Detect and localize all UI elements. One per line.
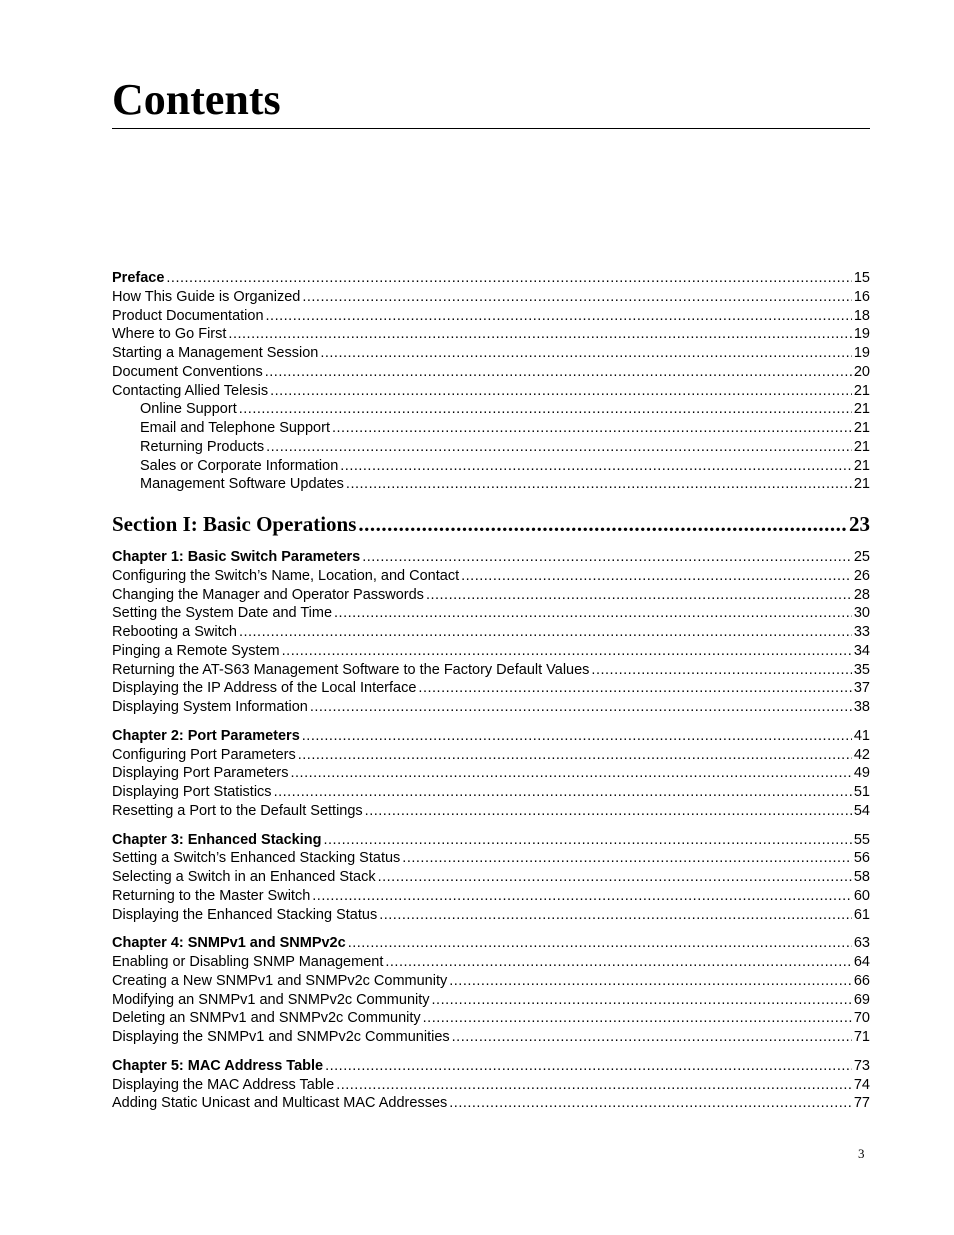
toc-entry-page: 55: [853, 831, 870, 848]
toc-entry-title: Setting a Switch’s Enhanced Stacking Status: [112, 850, 401, 867]
dot-leader: [423, 1009, 852, 1028]
toc-entry-page: 70: [853, 1010, 870, 1027]
toc-entry-title: Displaying the MAC Address Table: [112, 1076, 335, 1093]
dot-leader: [336, 1076, 852, 1095]
toc-entry[interactable]: [112, 679, 870, 698]
dot-leader: [452, 1028, 852, 1047]
toc-entry-title: Sales or Corporate Information: [140, 457, 339, 474]
dot-leader: [302, 727, 852, 746]
toc-entry-title: Displaying the IP Address of the Local Interface: [112, 680, 417, 697]
toc-entry-title: Chapter 4: SNMPv1 and SNMPv2c: [112, 935, 346, 952]
toc-entry-page: 19: [853, 326, 870, 343]
toc-chapter-entry[interactable]: [112, 269, 870, 288]
toc-entry[interactable]: [112, 1076, 870, 1095]
toc-entry-title: Rebooting a Switch: [112, 624, 237, 640]
dot-leader: [239, 623, 852, 642]
dot-leader: [239, 400, 852, 419]
toc-entry-page: 54: [853, 802, 870, 819]
toc-entry-page: 49: [853, 765, 870, 782]
toc-entry-page: 73: [853, 1057, 870, 1074]
dot-leader: [266, 438, 852, 457]
toc-entry[interactable]: [112, 746, 870, 765]
dot-leader: [432, 991, 852, 1010]
toc-entry-page: 77: [853, 1095, 870, 1112]
dot-leader: [320, 344, 852, 363]
toc-entry-page: 38: [853, 699, 870, 715]
toc-entry[interactable]: [112, 604, 870, 623]
page-number: 3: [858, 1146, 865, 1161]
toc-entry-title: Deleting an SNMPv1 and SNMPv2c Community: [112, 1010, 421, 1027]
toc-entry-title: Email and Telephone Support: [140, 420, 330, 436]
toc-entry-title: Contacting Allied Telesis: [112, 382, 269, 399]
dot-leader: [461, 567, 852, 586]
toc-entry-title: How This Guide is Organized: [112, 288, 301, 305]
dot-leader: [365, 802, 852, 821]
toc-entry-page: 21: [853, 401, 870, 418]
toc-entry-page: 18: [853, 307, 870, 324]
toc-entry-title: Preface: [112, 270, 165, 286]
toc-entry-page: 21: [853, 476, 870, 493]
dot-leader: [324, 831, 852, 850]
toc-entry-page: 30: [853, 605, 870, 622]
toc-entry[interactable]: [112, 972, 870, 991]
toc-entry[interactable]: [112, 623, 870, 642]
toc-entry[interactable]: [112, 887, 870, 906]
dot-leader: [282, 642, 852, 661]
dot-leader: [418, 679, 851, 698]
toc-entry[interactable]: [112, 868, 870, 887]
dot-leader: [449, 972, 852, 991]
toc-entry-title: Displaying Port Parameters: [112, 765, 289, 782]
toc-entry-page: 15: [853, 270, 870, 286]
toc-entry-page: 21: [853, 420, 870, 436]
toc-entry-title: Adding Static Unicast and Multicast MAC Addresses: [112, 1095, 448, 1112]
toc-entry-title: Where to Go First: [112, 326, 227, 343]
toc-entry-page: 42: [853, 746, 870, 763]
dot-leader: [449, 1094, 852, 1113]
toc-entry-title: Returning the AT-S63 Management Software to the Factory Default Values: [112, 661, 590, 678]
toc-entry-page: 51: [853, 784, 870, 800]
toc-entry-page: 35: [853, 661, 870, 678]
toc-entry-title: Displaying the SNMPv1 and SNMPv2c Communities: [112, 1029, 450, 1045]
toc-entry-title: Chapter 1: Basic Switch Parameters: [112, 549, 361, 565]
toc-entry-title: Changing the Manager and Operator Passwords: [112, 586, 424, 603]
dot-leader: [228, 325, 851, 344]
dot-leader: [266, 307, 852, 326]
toc-entry-title: Creating a New SNMPv1 and SNMPv2c Community: [112, 972, 448, 989]
dot-leader: [362, 548, 852, 567]
toc-subentry[interactable]: [112, 419, 870, 438]
dot-leader: [379, 906, 852, 925]
toc-entry-title: Displaying Port Statistics: [112, 784, 272, 800]
toc-entry[interactable]: [112, 325, 870, 344]
dot-leader: [265, 363, 852, 382]
toc-entry-title: Chapter 2: Port Parameters: [112, 727, 300, 744]
toc-entry-title: Document Conventions: [112, 363, 263, 380]
toc-entry-page: 58: [853, 869, 870, 885]
toc-entry-title: Starting a Management Session: [112, 345, 319, 361]
toc-entry[interactable]: [112, 288, 870, 307]
toc-entry-title: Setting the System Date and Time: [112, 605, 333, 622]
dot-leader: [270, 382, 852, 401]
dot-leader: [402, 849, 852, 868]
toc-entry[interactable]: [112, 586, 870, 605]
dot-leader: [340, 457, 852, 476]
toc-entry-title: Enabling or Disabling SNMP Management: [112, 954, 384, 970]
toc-entry[interactable]: [112, 567, 870, 586]
toc-entry-page: 33: [853, 624, 870, 640]
toc-entry-page: 74: [853, 1076, 870, 1093]
dot-leader: [385, 953, 852, 972]
toc-entry-page: 34: [853, 642, 870, 659]
toc-entry[interactable]: [112, 1094, 870, 1113]
toc-entry[interactable]: [112, 363, 870, 382]
toc-entry[interactable]: [112, 1009, 870, 1028]
toc-entry[interactable]: [112, 698, 870, 717]
dot-leader: [291, 764, 852, 783]
toc-entry-title: Returning Products: [140, 438, 265, 455]
toc-entry[interactable]: [112, 307, 870, 326]
dot-leader: [332, 419, 852, 438]
toc-entry[interactable]: [112, 764, 870, 783]
title-rule: [112, 128, 870, 129]
dot-leader: [298, 746, 852, 765]
toc-chapter-entry[interactable]: [112, 1057, 870, 1076]
table-of-contents: [112, 269, 870, 1113]
toc-chapter-entry[interactable]: [112, 727, 870, 746]
toc-chapter-entry[interactable]: [112, 548, 870, 567]
dot-leader: [325, 1057, 852, 1076]
toc-entry-title: Returning to the Master Switch: [112, 887, 311, 904]
dot-leader: [358, 510, 847, 538]
dot-leader: [166, 269, 851, 288]
dot-leader: [426, 586, 852, 605]
toc-entry-page: 28: [853, 586, 870, 603]
dot-leader: [310, 698, 852, 717]
toc-entry-title: Chapter 3: Enhanced Stacking: [112, 831, 322, 848]
page-title: Contents: [112, 75, 281, 124]
toc-entry-title: Configuring Port Parameters: [112, 746, 296, 763]
toc-entry-page: 37: [853, 680, 870, 697]
toc-chapter-entry[interactable]: [112, 934, 870, 953]
toc-entry-page: 60: [853, 887, 870, 904]
dot-leader: [348, 934, 852, 953]
toc-entry[interactable]: [112, 642, 870, 661]
toc-entry[interactable]: [112, 953, 870, 972]
toc-entry-page: 64: [853, 954, 870, 970]
toc-entry-title: Management Software Updates: [140, 476, 344, 493]
toc-entry-title: Modifying an SNMPv1 and SNMPv2c Community: [112, 991, 430, 1008]
toc-entry[interactable]: [112, 510, 870, 538]
toc-entry-page: 56: [853, 850, 870, 867]
toc-entry[interactable]: [112, 991, 870, 1010]
toc-entry-title: Online Support: [140, 401, 237, 418]
toc-entry-page: 61: [853, 906, 870, 923]
dot-leader: [346, 475, 852, 494]
dot-leader: [302, 288, 852, 307]
dot-leader: [312, 887, 852, 906]
toc-entry[interactable]: [112, 382, 870, 401]
toc-entry-page: 21: [853, 438, 870, 455]
toc-entry-page: 19: [853, 345, 870, 361]
toc-entry-page: 26: [853, 567, 870, 584]
toc-entry-page: 63: [853, 935, 870, 952]
toc-entry-title: Section I: Basic Operations: [112, 512, 357, 536]
toc-entry[interactable]: [112, 1028, 870, 1047]
toc-entry-title: Pinging a Remote System: [112, 642, 280, 659]
toc-entry-page: 23: [849, 512, 870, 536]
toc-entry-title: Resetting a Port to the Default Settings: [112, 802, 363, 819]
toc-entry-title: Configuring the Switch’s Name, Location, and Contact: [112, 567, 460, 584]
toc-subentry[interactable]: [112, 400, 870, 419]
toc-entry-page: 66: [853, 972, 870, 989]
toc-entry-page: 25: [853, 549, 870, 565]
toc-entry[interactable]: [112, 783, 870, 802]
toc-entry[interactable]: [112, 906, 870, 925]
toc-entry-page: 69: [853, 991, 870, 1008]
dot-leader: [378, 868, 852, 887]
dot-leader: [591, 661, 851, 680]
toc-entry[interactable]: [112, 849, 870, 868]
toc-chapter-entry[interactable]: [112, 831, 870, 850]
toc-subentry[interactable]: [112, 438, 870, 457]
dot-leader: [334, 604, 852, 623]
toc-entry-page: 20: [853, 363, 870, 380]
toc-subentry[interactable]: [112, 475, 870, 494]
toc-entry[interactable]: [112, 661, 870, 680]
toc-entry-title: Displaying the Enhanced Stacking Status: [112, 906, 378, 923]
toc-entry-page: 21: [853, 457, 870, 474]
toc-entry-page: 16: [853, 288, 870, 305]
toc-entry[interactable]: [112, 344, 870, 363]
toc-entry-title: Selecting a Switch in an Enhanced Stack: [112, 869, 376, 885]
toc-entry-title: Displaying System Information: [112, 699, 308, 715]
toc-entry-page: 21: [853, 382, 870, 399]
toc-entry[interactable]: [112, 802, 870, 821]
toc-entry-page: 41: [853, 727, 870, 744]
dot-leader: [274, 783, 852, 802]
toc-entry-page: 71: [853, 1029, 870, 1045]
toc-entry-title: Product Documentation: [112, 307, 264, 324]
toc-entry-title: Chapter 5: MAC Address Table: [112, 1057, 324, 1074]
toc-subentry[interactable]: [112, 457, 870, 476]
